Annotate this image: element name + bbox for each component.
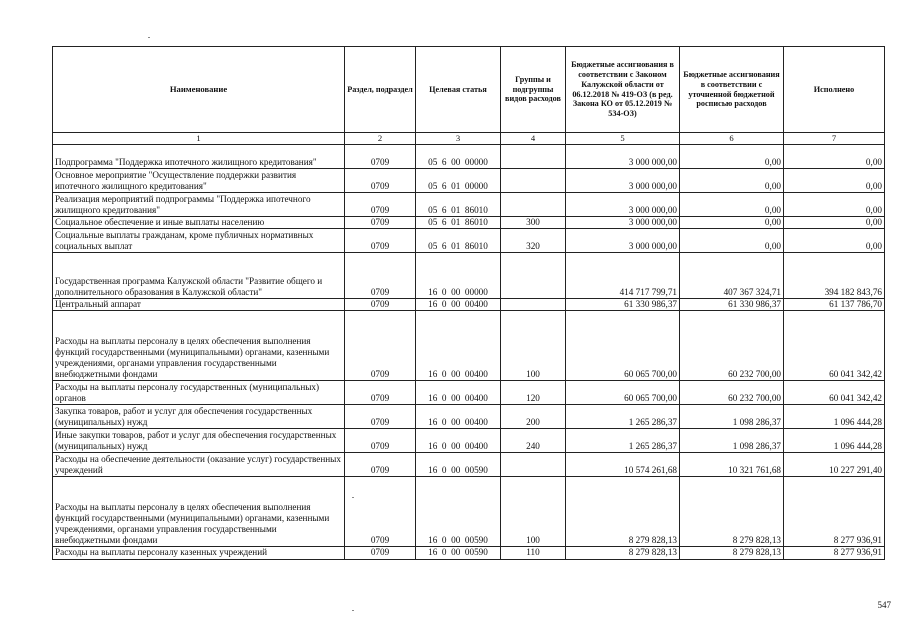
row-group: 240 bbox=[501, 429, 566, 453]
col-number: 4 bbox=[501, 133, 566, 145]
row-group bbox=[501, 253, 566, 299]
row-section: 0709 bbox=[345, 311, 416, 381]
row-name: Подпрограмма "Поддержка ипотечного жилищного кредитования" bbox=[53, 145, 345, 169]
table-row bbox=[53, 405, 885, 429]
row-group bbox=[501, 299, 566, 311]
row-executed: 10 227 291,40 bbox=[784, 453, 885, 477]
table-row bbox=[53, 229, 885, 253]
row-executed: 0,00 bbox=[784, 217, 885, 229]
row-name: Расходы на выплаты персоналу государственных (муниципальных) органов bbox=[53, 381, 345, 405]
row-target: 16 0 00 00400 bbox=[416, 429, 501, 453]
header-allocations-law: Бюджетные ассигнования в соответствии с Законом Калужской области от 06.12.2018 № 419-ОЗ (в ред. Закона КО от 05.12.2019 № 534-ОЗ) bbox=[566, 47, 680, 133]
table-row bbox=[53, 547, 885, 559]
row-executed: 60 041 342,42 bbox=[784, 381, 885, 405]
row-name: Центральный аппарат bbox=[53, 299, 345, 311]
scan-speck bbox=[352, 610, 354, 611]
row-executed: 1 096 444,28 bbox=[784, 405, 885, 429]
header-name: Наименование bbox=[53, 47, 345, 133]
row-allocation-refined: 0,00 bbox=[680, 229, 784, 253]
row-name: Расходы на выплаты персоналу казенных учреждений bbox=[53, 547, 345, 559]
row-executed: 1 096 444,28 bbox=[784, 429, 885, 453]
col-number: 5 bbox=[566, 133, 680, 145]
row-executed: 0,00 bbox=[784, 169, 885, 193]
row-section: 0709 bbox=[345, 453, 416, 477]
row-allocation-law: 1 265 286,37 bbox=[566, 405, 680, 429]
row-allocation-law: 8 279 828,13 bbox=[566, 547, 680, 559]
page-number: 547 bbox=[877, 600, 891, 610]
table-row bbox=[53, 145, 885, 169]
row-allocation-refined: 8 279 828,13 bbox=[680, 547, 784, 559]
table-row bbox=[53, 477, 885, 547]
row-allocation-law: 3 000 000,00 bbox=[566, 193, 680, 217]
row-group bbox=[501, 169, 566, 193]
header-row bbox=[53, 47, 885, 133]
row-target: 16 0 00 00400 bbox=[416, 311, 501, 381]
row-group bbox=[501, 453, 566, 477]
row-executed: 0,00 bbox=[784, 145, 885, 169]
row-executed: 0,00 bbox=[784, 229, 885, 253]
row-executed: 394 182 843,76 bbox=[784, 253, 885, 299]
row-target: 05 6 01 86010 bbox=[416, 229, 501, 253]
scan-speck bbox=[148, 37, 150, 38]
row-target: 16 0 00 00590 bbox=[416, 547, 501, 559]
row-allocation-refined: 1 098 286,37 bbox=[680, 405, 784, 429]
col-number: 2 bbox=[345, 133, 416, 145]
row-target: 05 6 00 00000 bbox=[416, 145, 501, 169]
row-section: 0709 bbox=[345, 169, 416, 193]
header-executed: Исполнено bbox=[784, 47, 885, 133]
row-executed: 8 277 936,91 bbox=[784, 477, 885, 547]
row-allocation-refined: 0,00 bbox=[680, 145, 784, 169]
row-group: 200 bbox=[501, 405, 566, 429]
row-allocation-law: 8 279 828,13 bbox=[566, 477, 680, 547]
row-name: Расходы на выплаты персоналу в целях обеспечения выполнения функций государственными (муниципальными) органами, казенными учреждениями, органами управления государственными внебюджетными фондами bbox=[53, 311, 345, 381]
row-allocation-refined: 0,00 bbox=[680, 169, 784, 193]
row-section: 0709 bbox=[345, 145, 416, 169]
table-row bbox=[53, 169, 885, 193]
row-allocation-law: 61 330 986,37 bbox=[566, 299, 680, 311]
row-section: 0709 bbox=[345, 381, 416, 405]
table-row bbox=[53, 429, 885, 453]
row-name: Расходы на выплаты персоналу в целях обеспечения выполнения функций государственными (муниципальными) органами, казенными учреждениями, органами управления государственными внебюджетными фондами bbox=[53, 477, 345, 547]
row-target: 16 0 00 00400 bbox=[416, 405, 501, 429]
row-name: Социальные выплаты гражданам, кроме публичных нормативных социальных выплат bbox=[53, 229, 345, 253]
row-allocation-law: 3 000 000,00 bbox=[566, 229, 680, 253]
row-allocation-law: 3 000 000,00 bbox=[566, 169, 680, 193]
row-executed: 0,00 bbox=[784, 193, 885, 217]
row-allocation-law: 10 574 261,68 bbox=[566, 453, 680, 477]
col-number: 7 bbox=[784, 133, 885, 145]
row-section: 0709 bbox=[345, 299, 416, 311]
row-target: 05 6 01 86010 bbox=[416, 217, 501, 229]
row-name: Закупка товаров, работ и услуг для обеспечения государственных (муниципальных) нужд bbox=[53, 405, 345, 429]
row-allocation-refined: 1 098 286,37 bbox=[680, 429, 784, 453]
row-group: 100 bbox=[501, 311, 566, 381]
row-target: 16 0 00 00400 bbox=[416, 381, 501, 405]
row-executed: 61 137 786,70 bbox=[784, 299, 885, 311]
row-section: 0709 bbox=[345, 547, 416, 559]
row-name: Расходы на обеспечение деятельности (оказание услуг) государственных учреждений bbox=[53, 453, 345, 477]
row-allocation-refined: 60 232 700,00 bbox=[680, 381, 784, 405]
table-row bbox=[53, 193, 885, 217]
row-section: 0709 bbox=[345, 193, 416, 217]
row-allocation-law: 60 065 700,00 bbox=[566, 381, 680, 405]
row-allocation-law: 60 065 700,00 bbox=[566, 311, 680, 381]
row-allocation-refined: 10 321 761,68 bbox=[680, 453, 784, 477]
row-allocation-refined: 0,00 bbox=[680, 193, 784, 217]
row-group bbox=[501, 193, 566, 217]
row-name: Социальное обеспечение и иные выплаты населению bbox=[53, 217, 345, 229]
row-target: 16 0 00 00590 bbox=[416, 477, 501, 547]
row-allocation-law: 3 000 000,00 bbox=[566, 217, 680, 229]
row-section: 0709 bbox=[345, 217, 416, 229]
table-row bbox=[53, 253, 885, 299]
row-section: 0709 bbox=[345, 405, 416, 429]
row-allocation-refined: 61 330 986,37 bbox=[680, 299, 784, 311]
row-executed: 8 277 936,91 bbox=[784, 547, 885, 559]
row-section: 0709 bbox=[345, 429, 416, 453]
row-allocation-refined: 8 279 828,13 bbox=[680, 477, 784, 547]
row-name: Основное мероприятие "Осуществление поддержки развития ипотечного жилищного кредитования" bbox=[53, 169, 345, 193]
row-executed: 60 041 342,42 bbox=[784, 311, 885, 381]
header-groups: Группы и подгруппы видов расходов bbox=[501, 47, 566, 133]
row-allocation-law: 414 717 799,71 bbox=[566, 253, 680, 299]
row-target: 16 0 00 00590 bbox=[416, 453, 501, 477]
row-section: 0709 bbox=[345, 229, 416, 253]
row-target: 16 0 00 00000 bbox=[416, 253, 501, 299]
col-number: 1 bbox=[53, 133, 345, 145]
header-allocations-refined: Бюджетные ассигнования в соответствии с уточненной бюджетной росписью расходов bbox=[680, 47, 784, 133]
header-section: Раздел, подраздел bbox=[345, 47, 416, 133]
row-group bbox=[501, 145, 566, 169]
row-group: 100 bbox=[501, 477, 566, 547]
table-row bbox=[53, 217, 885, 229]
row-name: Иные закупки товаров, работ и услуг для обеспечения государственных (муниципальных) нужд bbox=[53, 429, 345, 453]
table-body bbox=[53, 145, 885, 560]
row-group: 320 bbox=[501, 229, 566, 253]
row-section: 0709 bbox=[345, 253, 416, 299]
budget-table bbox=[52, 46, 885, 560]
row-allocation-law: 3 000 000,00 bbox=[566, 145, 680, 169]
header-target: Целевая статья bbox=[416, 47, 501, 133]
col-number: 6 bbox=[680, 133, 784, 145]
row-section: 0709 bbox=[345, 477, 416, 547]
row-target: 05 6 01 86010 bbox=[416, 193, 501, 217]
row-group: 120 bbox=[501, 381, 566, 405]
row-allocation-refined: 60 232 700,00 bbox=[680, 311, 784, 381]
scan-speck bbox=[352, 497, 354, 498]
table-row bbox=[53, 381, 885, 405]
row-name: Реализация мероприятий подпрограммы "Поддержка ипотечного жилищного кредитования" bbox=[53, 193, 345, 217]
col-number: 3 bbox=[416, 133, 501, 145]
row-group: 300 bbox=[501, 217, 566, 229]
column-number-row bbox=[53, 133, 885, 145]
table-row bbox=[53, 311, 885, 381]
row-allocation-law: 1 265 286,37 bbox=[566, 429, 680, 453]
row-target: 05 6 01 00000 bbox=[416, 169, 501, 193]
row-name: Государственная программа Калужской области "Развитие общего и дополнительного образования в Калужской области" bbox=[53, 253, 345, 299]
row-group: 110 bbox=[501, 547, 566, 559]
row-allocation-refined: 0,00 bbox=[680, 217, 784, 229]
row-target: 16 0 00 00400 bbox=[416, 299, 501, 311]
table-row bbox=[53, 299, 885, 311]
table-row bbox=[53, 453, 885, 477]
row-allocation-refined: 407 367 324,71 bbox=[680, 253, 784, 299]
